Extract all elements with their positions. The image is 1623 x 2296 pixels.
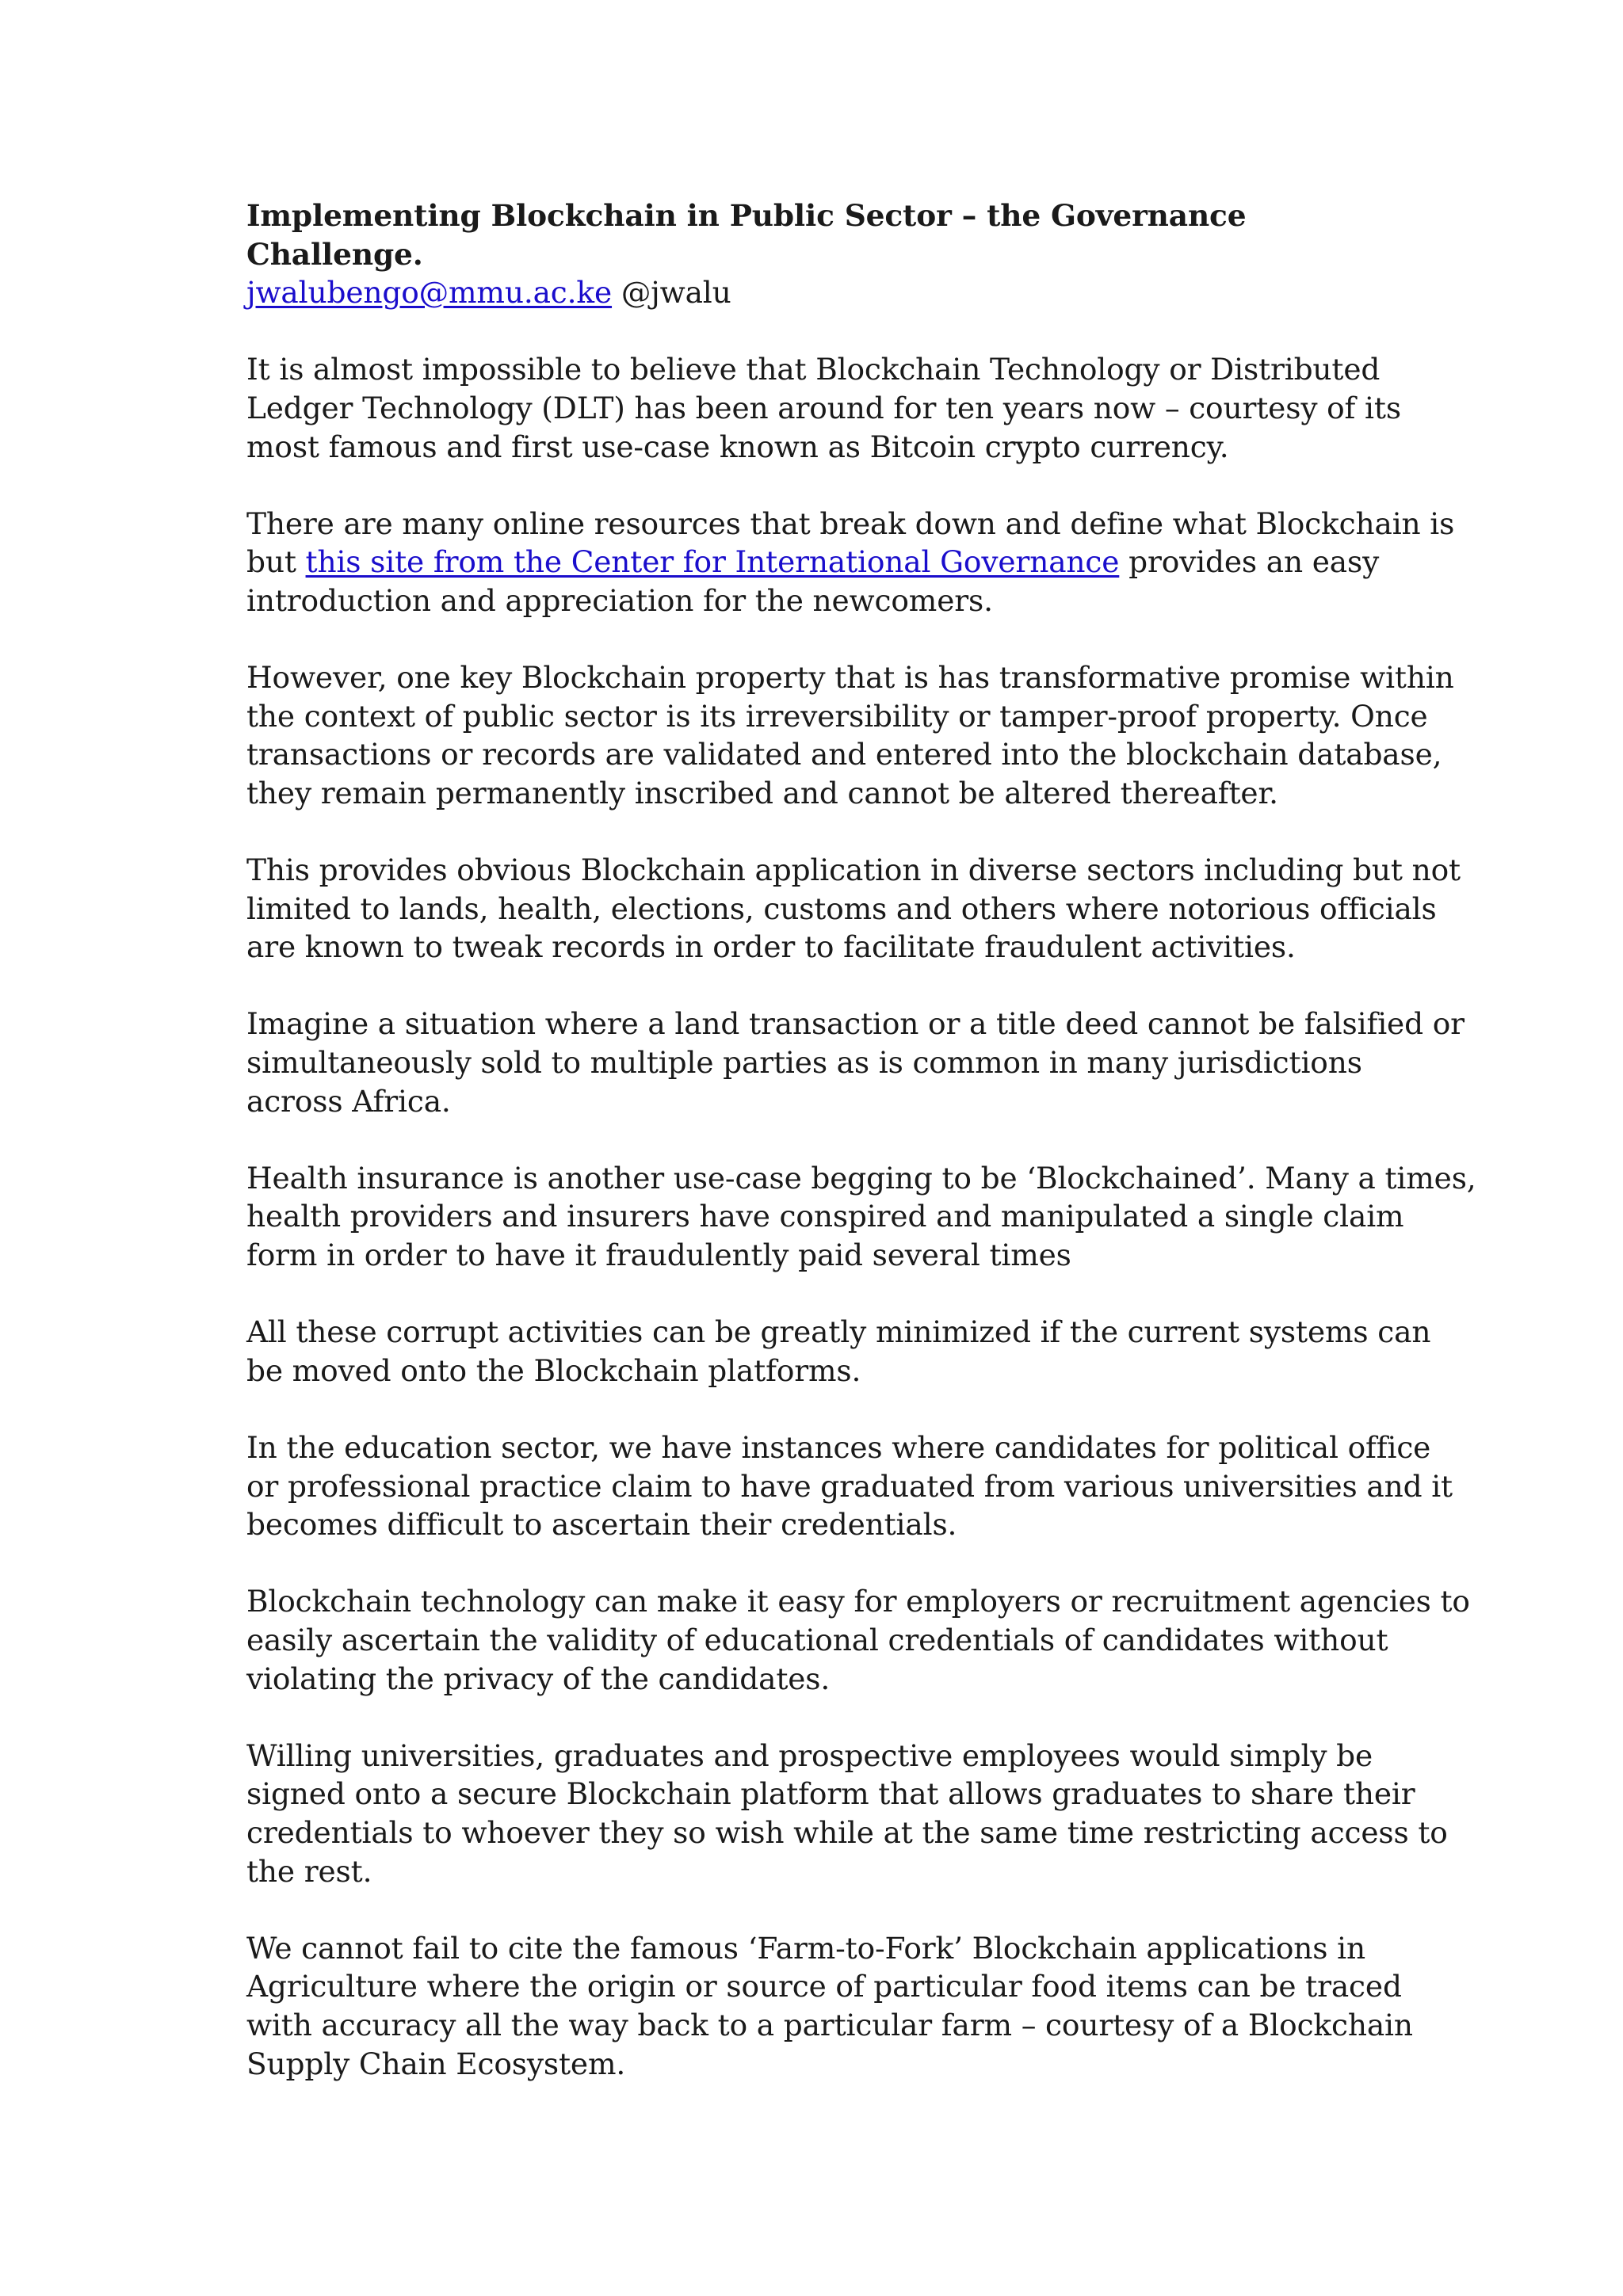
document-title: Implementing Blockchain in Public Sector – the Governance Challenge. — [246, 198, 1247, 272]
paragraph-line: However, one key Blockchain property that is has transformative promise within — [246, 660, 1454, 696]
paragraph-2 — [246, 505, 1455, 620]
paragraph-line: Imagine a situation where a land transaction or a title deed cannot be falsified or — [246, 1006, 1465, 1042]
author-handle: @jwalu — [612, 275, 731, 311]
paragraph-11 — [246, 1929, 1413, 2083]
paragraph-line: signed onto a secure Blockchain platform that allows graduates to share their — [246, 1776, 1415, 1812]
paragraph-line: simultaneously sold to multiple parties as is common in many jurisdictions — [246, 1045, 1362, 1081]
paragraph-line: Willing universities, graduates and prospective employees would simply be — [246, 1737, 1373, 1773]
paragraph-line: becomes difficult to ascertain their credentials. — [246, 1507, 957, 1543]
paragraph-line: or professional practice claim to have graduated from various universities and it — [246, 1468, 1453, 1504]
paragraph-line: All these corrupt activities can be greatly minimized if the current systems can — [246, 1314, 1431, 1350]
paragraph-line: the context of public sector is its irreversibility or tamper-proof property. Once — [246, 698, 1428, 734]
paragraph-line: be moved onto the Blockchain platforms. — [246, 1352, 861, 1388]
paragraph-line: There are many online resources that break down and define what Blockchain is — [246, 505, 1455, 541]
paragraph-line: In the education sector, we have instances where candidates for political office — [246, 1430, 1431, 1465]
paragraph-line: Health insurance is another use-case begging to be ‘Blockchained’. Many a times, — [246, 1160, 1476, 1196]
paragraph-4 — [246, 851, 1461, 967]
paragraph-line: health providers and insurers have conspired and manipulated a single claim — [246, 1199, 1404, 1234]
paragraph-line: Ledger Technology (DLT) has been around for ten years now – courtesy of its — [246, 390, 1401, 425]
paragraph-line: This provides obvious Blockchain application in diverse sectors including but not — [246, 852, 1461, 888]
paragraph-10 — [246, 1737, 1448, 1890]
paragraph-9 — [246, 1582, 1470, 1698]
link-suffix-text: provides an easy — [1119, 544, 1380, 580]
paragraph-line: violating the privacy of the candidates. — [246, 1661, 831, 1696]
paragraph-line: with accuracy all the way back to a particular farm – courtesy of a Blockchain — [246, 2007, 1413, 2042]
paragraph-line: It is almost impossible to believe that Blockchain Technology or Distributed — [246, 352, 1381, 387]
paragraph-line: they remain permanently inscribed and cannot be altered thereafter. — [246, 775, 1278, 810]
paragraph-line: the rest. — [246, 1853, 372, 1889]
paragraph-7 — [246, 1313, 1431, 1390]
paragraph-line: We cannot fail to cite the famous ‘Farm-to-Fork’ Blockchain applications in — [246, 1930, 1365, 1966]
paragraph-1 — [246, 350, 1403, 466]
paragraph-6 — [246, 1159, 1476, 1275]
paragraph-line: across Africa. — [246, 1083, 451, 1119]
paragraph-line: transactions or records are validated and entered into the blockchain database, — [246, 737, 1442, 772]
paragraph-line: most famous and first use-case known as Bitcoin crypto currency. — [246, 429, 1229, 464]
paragraph-line: Blockchain technology can make it easy for employers or recruitment agencies to — [246, 1584, 1470, 1619]
paragraph-line-with-link — [246, 543, 1403, 582]
author-byline — [246, 273, 1403, 312]
paragraph-line: are known to tweak records in order to facilitate fraudulent activities. — [246, 929, 1296, 965]
cigi-governance-link[interactable]: this site from the Center for International Governance — [305, 544, 1120, 580]
paragraph-8 — [246, 1428, 1453, 1544]
paragraph-3 — [246, 658, 1454, 812]
paragraph-5 — [246, 1005, 1465, 1120]
paragraph-line: introduction and appreciation for the newcomers. — [246, 582, 993, 618]
paragraph-line: credentials to whoever they so wish while at the same time restricting access to — [246, 1814, 1448, 1850]
paragraph-line: Agriculture where the origin or source of particular food items can be traced — [246, 1969, 1402, 2004]
author-email-link[interactable]: jwalubengo@mmu.ac.ke — [246, 275, 613, 311]
document-page — [246, 196, 1476, 2122]
paragraph-line: easily ascertain the validity of educational credentials of candidates without — [246, 1622, 1388, 1657]
link-prefix-text: but — [246, 544, 306, 580]
paragraph-line: Supply Chain Ecosystem. — [246, 2046, 626, 2081]
paragraph-line: limited to lands, health, elections, customs and others where notorious officials — [246, 891, 1437, 926]
paragraph-line: form in order to have it fraudulently paid several times — [246, 1238, 1071, 1273]
